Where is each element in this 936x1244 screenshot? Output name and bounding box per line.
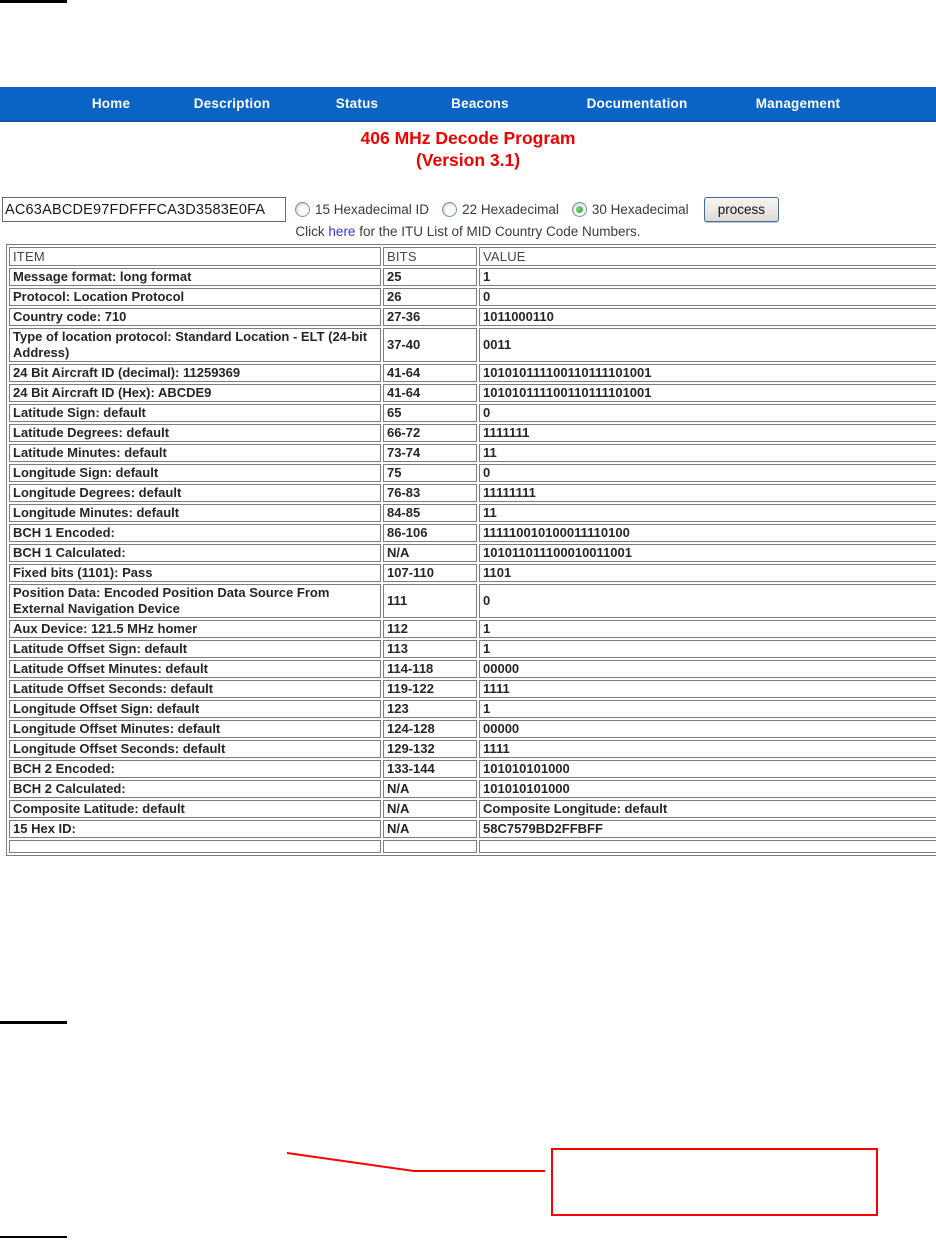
item-cell: Latitude Offset Minutes: default <box>9 660 381 678</box>
value-cell: 0 <box>479 584 936 618</box>
bits-cell: 129-132 <box>383 740 477 758</box>
table-header-row <box>9 247 936 266</box>
nav-item-description[interactable]: Description <box>193 96 271 111</box>
nav-bar <box>0 87 936 122</box>
item-cell: Latitude Offset Sign: default <box>9 640 381 658</box>
value-cell: 1111111 <box>479 424 936 442</box>
decode-table-body <box>9 268 936 853</box>
value-cell: 101010111100110111101001 <box>479 384 936 402</box>
table-row <box>9 564 936 582</box>
item-cell: 24 Bit Aircraft ID (decimal): 11259369 <box>9 364 381 382</box>
bits-cell: 26 <box>383 288 477 306</box>
table-row <box>9 268 936 286</box>
header-item: ITEM <box>9 247 381 266</box>
table-row <box>9 740 936 758</box>
value-cell: 111110010100011110100 <box>479 524 936 542</box>
value-cell: 0 <box>479 288 936 306</box>
item-cell: 15 Hex ID: <box>9 820 381 838</box>
radio-22-hexadecimal[interactable] <box>442 202 457 217</box>
table-row <box>9 404 936 422</box>
value-cell: 1 <box>479 620 936 638</box>
bits-cell: 114-118 <box>383 660 477 678</box>
bits-cell: 133-144 <box>383 760 477 778</box>
bits-cell: 113 <box>383 640 477 658</box>
item-cell: Type of location protocol: Standard Location - ELT (24-bit Address) <box>9 328 381 362</box>
radio-30-hexadecimal[interactable] <box>572 202 587 217</box>
item-cell: Longitude Minutes: default <box>9 504 381 522</box>
bits-cell: 84-85 <box>383 504 477 522</box>
bits-cell: 119-122 <box>383 680 477 698</box>
table-row <box>9 524 936 542</box>
bits-cell: 41-64 <box>383 384 477 402</box>
bits-cell: 111 <box>383 584 477 618</box>
bits-cell: 107-110 <box>383 564 477 582</box>
annotation-box <box>552 1149 877 1215</box>
item-cell: Longitude Offset Sign: default <box>9 700 381 718</box>
item-cell: Longitude Offset Seconds: default <box>9 740 381 758</box>
bits-cell: N/A <box>383 544 477 562</box>
radio-option-30-hexadecimal <box>572 202 689 217</box>
item-cell: Latitude Offset Seconds: default <box>9 680 381 698</box>
radio-option-22-hexadecimal <box>442 202 559 217</box>
item-cell: Country code: 710 <box>9 308 381 326</box>
hex-id-input[interactable] <box>2 197 286 222</box>
bits-cell: 123 <box>383 700 477 718</box>
page-title-line1: 406 MHz Decode Program <box>360 128 576 148</box>
bits-cell: 73-74 <box>383 444 477 462</box>
table-row <box>9 680 936 698</box>
value-cell: 0 <box>479 464 936 482</box>
bits-cell: 112 <box>383 620 477 638</box>
value-cell: Composite Longitude: default <box>479 800 936 818</box>
table-row <box>9 820 936 838</box>
table-row <box>9 700 936 718</box>
value-cell: 1 <box>479 700 936 718</box>
value-cell: 00000 <box>479 720 936 738</box>
table-row <box>9 720 936 738</box>
value-cell: 58C7579BD2FFBFF <box>479 820 936 838</box>
value-cell: 1111 <box>479 740 936 758</box>
item-cell: Latitude Minutes: default <box>9 444 381 462</box>
page-title <box>0 127 936 171</box>
table-row <box>9 584 936 618</box>
item-cell: Latitude Sign: default <box>9 404 381 422</box>
table-row <box>9 328 936 362</box>
item-cell: BCH 2 Encoded: <box>9 760 381 778</box>
item-cell: Position Data: Encoded Position Data Source From External Navigation Device <box>9 584 381 618</box>
item-cell: Aux Device: 121.5 MHz homer <box>9 620 381 638</box>
item-cell: Latitude Degrees: default <box>9 424 381 442</box>
link-line-prefix: Click <box>295 224 329 239</box>
value-cell: 0 <box>479 404 936 422</box>
nav-item-beacons[interactable]: Beacons <box>451 96 509 111</box>
itu-link-line <box>0 224 936 239</box>
table-row <box>9 840 936 853</box>
bits-cell: 86-106 <box>383 524 477 542</box>
table-row <box>9 464 936 482</box>
radio-15-hexadecimal-id[interactable] <box>295 202 310 217</box>
table-row <box>9 424 936 442</box>
value-cell: 1111 <box>479 680 936 698</box>
value-cell: 1011000110 <box>479 308 936 326</box>
item-cell: BCH 1 Encoded: <box>9 524 381 542</box>
process-button[interactable]: process <box>704 197 779 222</box>
value-cell: 101011011100010011001 <box>479 544 936 562</box>
table-row <box>9 308 936 326</box>
page-break-marker-middle <box>0 1021 67 1024</box>
bits-cell: 76-83 <box>383 484 477 502</box>
decode-table <box>6 244 936 856</box>
table-row <box>9 364 936 382</box>
value-cell: 101010111100110111101001 <box>479 364 936 382</box>
value-cell: 101010101000 <box>479 780 936 798</box>
item-cell: BCH 2 Calculated: <box>9 780 381 798</box>
table-row <box>9 444 936 462</box>
table-row <box>9 780 936 798</box>
item-cell: Protocol: Location Protocol <box>9 288 381 306</box>
bits-cell: 75 <box>383 464 477 482</box>
bits-cell: N/A <box>383 780 477 798</box>
value-cell: 11111111 <box>479 484 936 502</box>
radio-label-22-hexadecimal[interactable]: 22 Hexadecimal <box>462 202 559 217</box>
nav-item-documentation[interactable]: Documentation <box>586 96 688 111</box>
bits-cell <box>383 840 477 853</box>
annotation-callout <box>280 1138 890 1238</box>
header-value: VALUE <box>479 247 936 266</box>
page-title-line2: (Version 3.1) <box>415 150 521 170</box>
nav-item-status[interactable]: Status <box>335 96 379 111</box>
item-cell: Message format: long format <box>9 268 381 286</box>
bits-cell: 66-72 <box>383 424 477 442</box>
bits-cell: 27-36 <box>383 308 477 326</box>
item-cell: Fixed bits (1101): Pass <box>9 564 381 582</box>
table-row <box>9 660 936 678</box>
bits-cell: N/A <box>383 800 477 818</box>
page-break-marker-bottom <box>0 1236 67 1238</box>
table-row <box>9 484 936 502</box>
value-cell: 1 <box>479 268 936 286</box>
table-row <box>9 288 936 306</box>
value-cell <box>479 840 936 853</box>
item-cell: Composite Latitude: default <box>9 800 381 818</box>
table-row <box>9 760 936 778</box>
value-cell: 11 <box>479 444 936 462</box>
page-break-marker-top <box>0 0 67 3</box>
annotation-leader-line <box>287 1153 545 1171</box>
header-bits: BITS <box>383 247 477 266</box>
radio-option-15-hexadecimal-id <box>295 202 429 217</box>
table-row <box>9 504 936 522</box>
item-cell: 24 Bit Aircraft ID (Hex): ABCDE9 <box>9 384 381 402</box>
radio-label-15-hexadecimal-id[interactable]: 15 Hexadecimal ID <box>315 202 430 217</box>
table-row <box>9 544 936 562</box>
item-cell: BCH 1 Calculated: <box>9 544 381 562</box>
bits-cell: 25 <box>383 268 477 286</box>
nav-item-management[interactable]: Management <box>755 96 841 111</box>
bits-cell: 41-64 <box>383 364 477 382</box>
link-line-suffix: for the ITU List of MID Country Code Numbers. <box>355 224 641 239</box>
bits-cell: N/A <box>383 820 477 838</box>
value-cell: 0011 <box>479 328 936 362</box>
value-cell: 101010101000 <box>479 760 936 778</box>
bits-cell: 65 <box>383 404 477 422</box>
nav-item-home[interactable]: Home <box>91 96 131 111</box>
bits-cell: 37-40 <box>383 328 477 362</box>
value-cell: 1101 <box>479 564 936 582</box>
radio-label-30-hexadecimal[interactable]: 30 Hexadecimal <box>591 202 689 217</box>
decode-form <box>2 196 934 223</box>
item-cell: Longitude Sign: default <box>9 464 381 482</box>
item-cell <box>9 840 381 853</box>
itu-here-link[interactable]: here <box>328 224 356 239</box>
table-row <box>9 620 936 638</box>
radio-group <box>295 202 702 217</box>
value-cell: 1 <box>479 640 936 658</box>
value-cell: 00000 <box>479 660 936 678</box>
table-row <box>9 640 936 658</box>
bits-cell: 124-128 <box>383 720 477 738</box>
table-row <box>9 384 936 402</box>
value-cell: 11 <box>479 504 936 522</box>
item-cell: Longitude Degrees: default <box>9 484 381 502</box>
table-row <box>9 800 936 818</box>
item-cell: Longitude Offset Minutes: default <box>9 720 381 738</box>
